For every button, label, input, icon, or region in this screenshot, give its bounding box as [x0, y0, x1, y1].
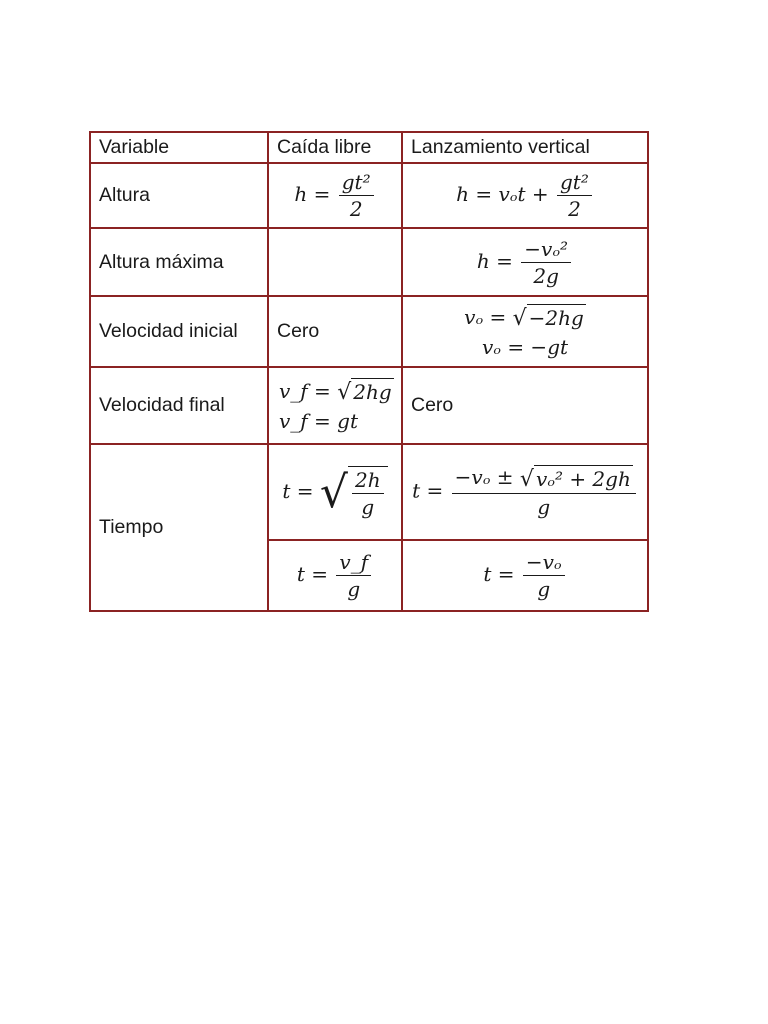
fraction-numerator — [452, 465, 636, 494]
row-label-tiempo: Tiempo — [90, 444, 268, 611]
row-label-velocidad-inicial: Velocidad inicial — [90, 296, 268, 367]
formula-lhs: h = — [294, 182, 331, 206]
fraction — [523, 550, 565, 601]
fraction-denominator: g — [537, 495, 551, 519]
header-lanzamiento-vertical: Lanzamiento vertical — [402, 132, 648, 163]
table-row-altura — [90, 163, 648, 228]
table-row-tiempo — [90, 444, 648, 540]
fraction — [336, 550, 371, 601]
fraction-numerator: v_f — [336, 550, 371, 576]
fraction-denominator: g — [361, 494, 375, 519]
formula-tiempo-caida-libre-2 — [268, 540, 402, 611]
square-root — [513, 304, 586, 333]
formula-lhs: vₒ = — [464, 304, 507, 329]
row-label-velocidad-final: Velocidad final — [90, 367, 268, 444]
fraction — [352, 468, 384, 519]
fraction-numerator: −vₒ — [523, 550, 565, 576]
formula-lhs: h = — [476, 248, 513, 273]
formula-tiempo-lanzamiento-vertical-2 — [402, 540, 648, 611]
formula-lhs: t = — [282, 478, 314, 503]
formula-lhs: h = vₒt + — [456, 182, 549, 206]
fraction — [557, 170, 592, 221]
radical-sign-icon: √ — [512, 305, 527, 331]
fraction-numerator: −vₒ² — [521, 237, 571, 263]
table-header-row — [90, 132, 648, 163]
table-row-velocidad-final — [90, 367, 648, 444]
radicand: −2hg — [528, 305, 584, 330]
formula-velocidad-inicial-lanzamiento-vertical — [402, 296, 648, 367]
fraction-numerator: 2h — [352, 468, 384, 494]
fraction-denominator: 2 — [349, 197, 363, 221]
fraction — [339, 170, 374, 221]
formula-table — [89, 131, 649, 612]
fraction-numerator: gt² — [557, 170, 592, 196]
fraction-denominator: g — [347, 577, 361, 601]
square-root — [320, 466, 388, 519]
formula-altura-lanzamiento-vertical — [402, 163, 648, 228]
formula-lhs: v_f = — [279, 378, 331, 403]
formula-velocidad-final-caida-libre — [268, 367, 402, 444]
header-variable: Variable — [90, 132, 268, 163]
square-root — [520, 465, 633, 492]
numerator-lhs: −vₒ ± — [454, 465, 514, 489]
fraction-denominator: g — [537, 577, 551, 601]
radicand — [348, 466, 388, 519]
formula-lhs: t = — [412, 478, 444, 503]
formula-altura-caida-libre — [268, 163, 402, 228]
radical-sign-icon: √ — [519, 467, 534, 492]
fraction — [521, 237, 571, 288]
radical-sign-icon: √ — [319, 466, 348, 518]
formula-line — [407, 303, 643, 333]
fraction-denominator: 2g — [533, 263, 559, 288]
formula-lhs: t = — [483, 562, 515, 586]
table-row-velocidad-inicial — [90, 296, 648, 367]
formula-tiempo-caida-libre-1 — [268, 444, 402, 540]
cell-velocidad-inicial-caida-libre: Cero — [268, 296, 402, 367]
square-root — [337, 378, 393, 407]
formula-line: vₒ = −gt — [481, 334, 569, 359]
formula-line — [279, 377, 397, 407]
fraction-numerator: gt² — [339, 170, 374, 196]
formula-lhs: t = — [296, 562, 329, 586]
cell-altura-maxima-caida-libre — [268, 228, 402, 296]
table-row-altura-maxima — [90, 228, 648, 296]
header-caida-libre: Caída libre — [268, 132, 402, 163]
formula-altura-maxima-lanzamiento-vertical — [402, 228, 648, 296]
cell-velocidad-final-lanzamiento-vertical: Cero — [402, 367, 648, 444]
fraction-denominator: 2 — [568, 197, 581, 221]
formula-line: v_f = gt — [279, 408, 359, 433]
row-label-altura-maxima: Altura máxima — [90, 228, 268, 296]
formula-tiempo-lanzamiento-vertical-1 — [402, 444, 648, 540]
radical-sign-icon: √ — [337, 379, 352, 405]
radicand: vₒ² + 2gh — [535, 467, 631, 491]
radicand: 2hg — [353, 379, 392, 404]
fraction — [452, 465, 636, 519]
row-label-altura: Altura — [90, 163, 268, 228]
